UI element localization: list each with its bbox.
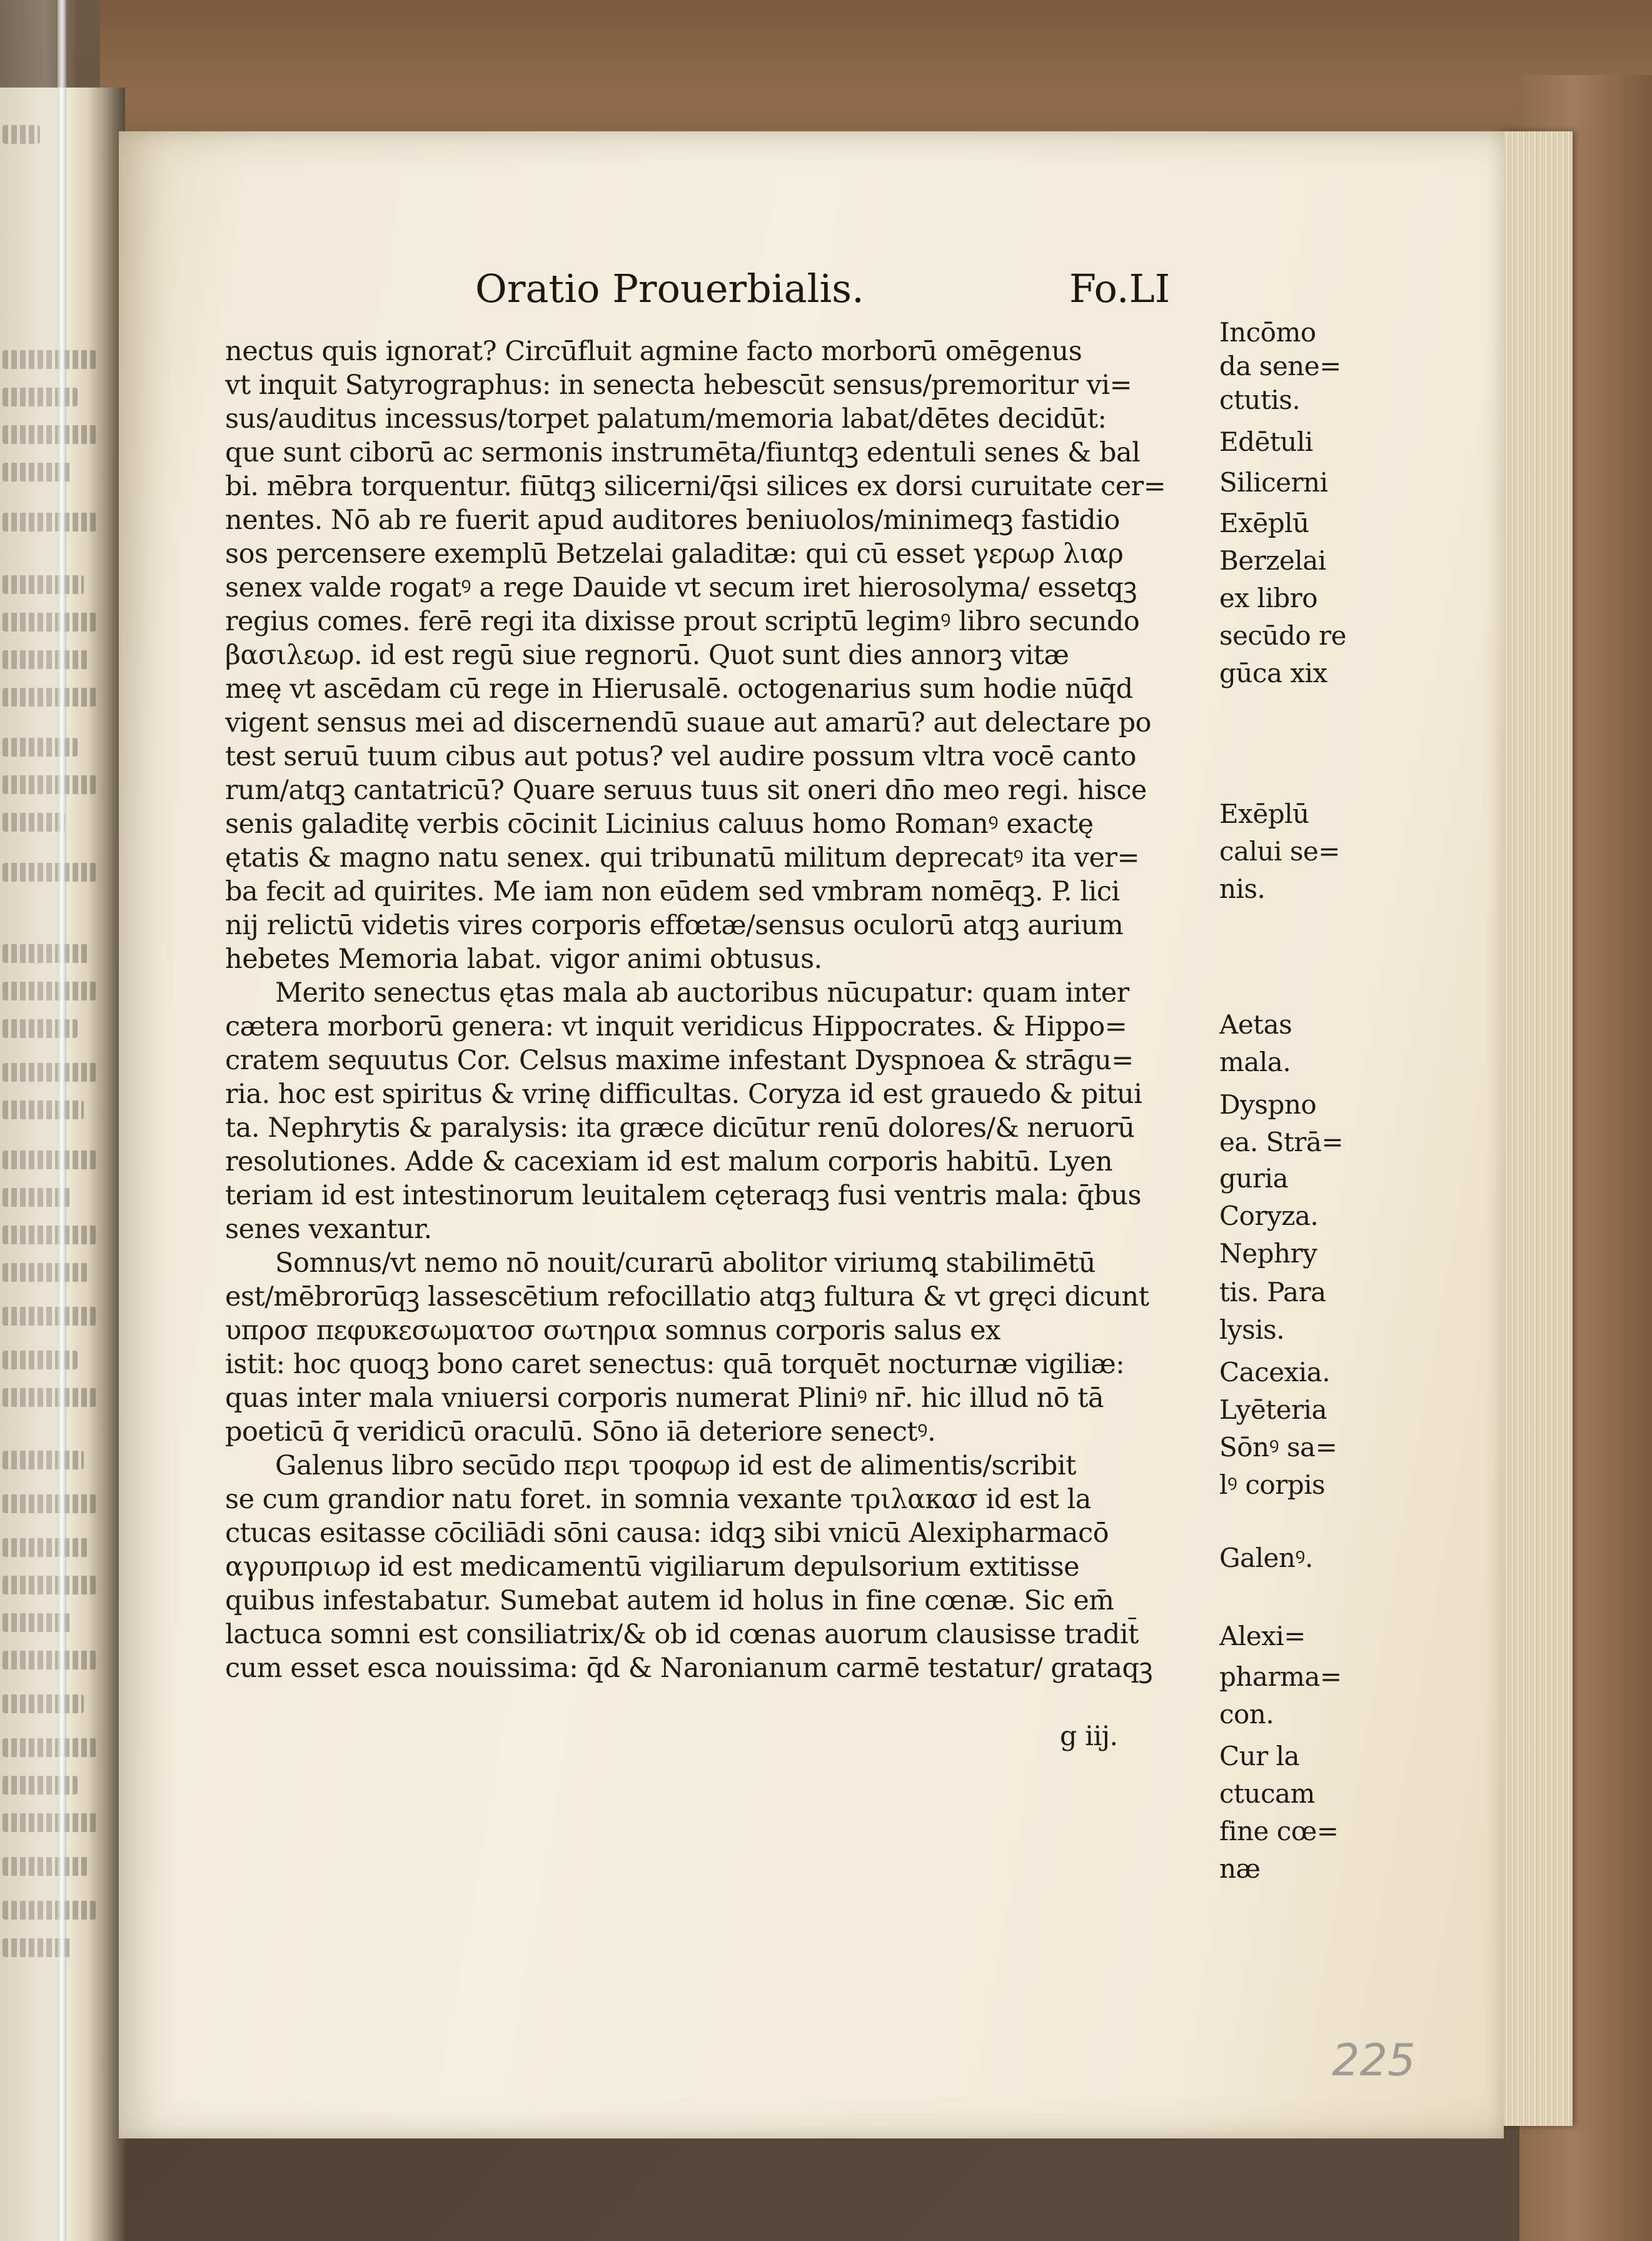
margin-note: ex libro [1219,583,1318,613]
plastic-sleeve-edge [58,0,66,2241]
margin-note: Nephry [1219,1238,1317,1269]
margin-note: pharma= [1219,1661,1342,1692]
margin-note: secūdo re [1219,620,1346,651]
text-line: υπροσ πεφυκεσωματοσ σωτηρια somnus corporis salus ex [225,1315,1000,1346]
margin-note: nis. [1219,874,1266,904]
text-line: ria. hoc est spiritus & vrinę difficultas. Coryza id est grauedo & pitui [225,1079,1142,1110]
text-line: nectus quis ignorat? Circūfluit agmine facto morborū omēgenus [225,336,1082,367]
margin-note: ctucam [1219,1778,1315,1809]
text-line: Merito senectus ętas mala ab auctoribus nūcupatur: quam inter [275,977,1129,1009]
margin-note: Incōmo [1219,317,1316,348]
page-edges [1498,131,1573,2126]
pencil-foliation-number: 225 [1332,2035,1416,2086]
margin-note: Cur la [1219,1741,1300,1771]
margin-note: Dyspno [1219,1089,1317,1120]
margin-note: næ [1219,1853,1261,1884]
text-line: senex valde rogatꝰ a rege Dauide vt secum iret hierosolyma/ essetqꝫ [225,572,1137,603]
text-line: istit: hoc quoqꝫ bono caret senectus: quā torquēt nocturnæ vigiliæ: [225,1349,1125,1380]
text-line: que sunt ciborū ac sermonis instrumēta/fiuntqꝫ edentuli senes & bal [225,437,1141,468]
text-line: ba fecit ad quirites. Me iam non eūdem sed vmbram nomēqꝫ. P. lici [225,876,1120,907]
margin-note: ctutis. [1219,385,1301,415]
margin-note: Aetas [1219,1009,1292,1040]
margin-note: ea. Strā= [1219,1127,1344,1157]
text-line: ta. Nephrytis & paralysis: ita græce dicūtur renū dolores/& neruorū [225,1112,1135,1144]
margin-note: Galenꝰ. [1219,1543,1313,1573]
margin-note: Exēplū [1219,798,1309,829]
margin-note: Sōnꝰ sa= [1219,1432,1337,1463]
text-line: sos percensere exemplū Betzelai galaditæ: qui cū esset γερωρ λιαρ [225,538,1124,570]
text-line: ętatis & magno natu senex. qui tribunatū militum deprecatꝰ ita ver= [225,842,1140,874]
text-line: nentes. Nō ab re fuerit apud auditores beniuolos/minimeqꝫ fastidio [225,505,1120,536]
margin-note: tis. Para [1219,1277,1326,1307]
margin-note: lysis. [1219,1314,1285,1345]
signature-mark: g iij. [1060,1721,1118,1752]
text-line: lactuca somni est consiliatrix/& ob id cœnas auorum clausisse tradit̄ [225,1619,1139,1650]
margin-note: Lyēteria [1219,1394,1327,1425]
text-line: meę vt ascēdam cū rege in Hierusalē. octogenarius sum hodie nūq̄d [225,673,1133,705]
text-line: Somnus/vt nemo nō nouit/curarū abolitor viriumꝗ stabilimētū [275,1247,1095,1279]
text-line: bi. mēbra torquentur. fiūtqꝫ silicerni/q̄si silices ex dorsi curuitate cer= [225,471,1166,502]
margin-note: gūca xix [1219,658,1327,688]
text-line: poeticū q̄ veridicū oraculū. Sōno iā deteriore senectꝰ. [225,1416,936,1448]
text-line: se cum grandior natu foret. in somnia vexante τριλακασ id est la [225,1484,1091,1515]
text-line: cratem sequutus Cor. Celsus maxime infestant Dyspnoea & strāgu= [225,1045,1134,1076]
margin-note: Edētuli [1219,426,1313,457]
margin-note: guria [1219,1163,1288,1194]
text-line: quas inter mala vniuersi corporis numerat Pliniꝰ nr̄. hic illud nō tā [225,1382,1104,1414]
text-line: hebetes Memoria labat. vigor animi obtusus. [225,944,822,975]
margin-note: fine cœ= [1219,1816,1339,1846]
text-line: βασιλεωρ. id est regū siue regnorū. Quot sunt dies annorꝫ vitæ [225,640,1069,671]
margin-note: Berzelai [1219,545,1326,576]
text-line: rum/atqꝫ cantatricū? Quare seruus tuus sit oneri dn̄o meo regi. hisce [225,775,1147,806]
margin-note: Coryza. [1219,1201,1319,1231]
text-line: αγρυπριωρ id est medicamentū vigiliarum depulsorium extitisse [225,1551,1080,1583]
margin-note: con. [1219,1699,1274,1730]
text-line: quibus infestabatur. Sumebat autem id holus in fine cœnæ. Sic em̄ [225,1585,1114,1616]
margin-note: Alexi= [1219,1621,1306,1651]
text-line: cætera morborū genera: vt inquit veridicus Hippocrates. & Hippo= [225,1011,1127,1042]
margin-note: calui se= [1219,836,1340,867]
text-line [225,1685,1210,1719]
text-line: nij relictū videtis vires corporis effœtæ/sensus oculorū atqꝫ aurium [225,910,1124,941]
text-line: vt inquit Satyrographus: in senecta hebescūt sensus/premoritur vi= [225,370,1132,401]
text-line: senes vexantur. [225,1214,432,1245]
margin-note: da sene= [1219,351,1341,381]
text-line: regius comes. ferē regi ita dixisse prout scriptū legimꝰ libro secundo [225,606,1140,637]
margin-note: mala. [1219,1047,1291,1077]
text-line: senis galaditę verbis cōcinit Licinius caluus homo Romanꝰ exactę [225,808,1094,840]
margin-note: lꝰ corpis [1219,1469,1326,1500]
margin-note: Silicerni [1219,467,1328,498]
text-line: resolutiones. Adde & cacexiam id est malum corporis habitū. Lyen [225,1146,1113,1177]
folio-number: Fo.LI [1069,266,1171,311]
text-line: sus/auditus incessus/torpet palatum/memoria labat/dētes decidūt: [225,403,1107,435]
text-line: ctucas esitasse cōciliādi sōni causa: idqꝫ sibi vnicū Alexipharmacō [225,1518,1109,1549]
text-line: cum esset esca nouissima: q̄d & Naronianum carmē testatur/ grataqꝫ [225,1653,1153,1684]
running-title: Oratio Prouerbialis. [475,266,864,311]
text-line: est/mēbrorūqꝫ lassescētium refocillatio atqꝫ fultura & vt gręci dicunt [225,1281,1149,1312]
text-line: test seruū tuum cibus aut potus? vel audire possum vltra vocē canto [225,741,1136,772]
margin-note: Exēplū [1219,508,1309,538]
text-line: teriam id est intestinorum leuitalem cęteraqꝫ fusi ventris mala: q̄bus [225,1180,1142,1211]
text-line: Galenus libro secūdo περι τροφωρ id est de alimentis/scribit [275,1450,1076,1481]
margin-note: Cacexia. [1219,1357,1331,1387]
text-line: vigent sensus mei ad discernendū suaue aut amarū? aut delectare po [225,707,1152,738]
